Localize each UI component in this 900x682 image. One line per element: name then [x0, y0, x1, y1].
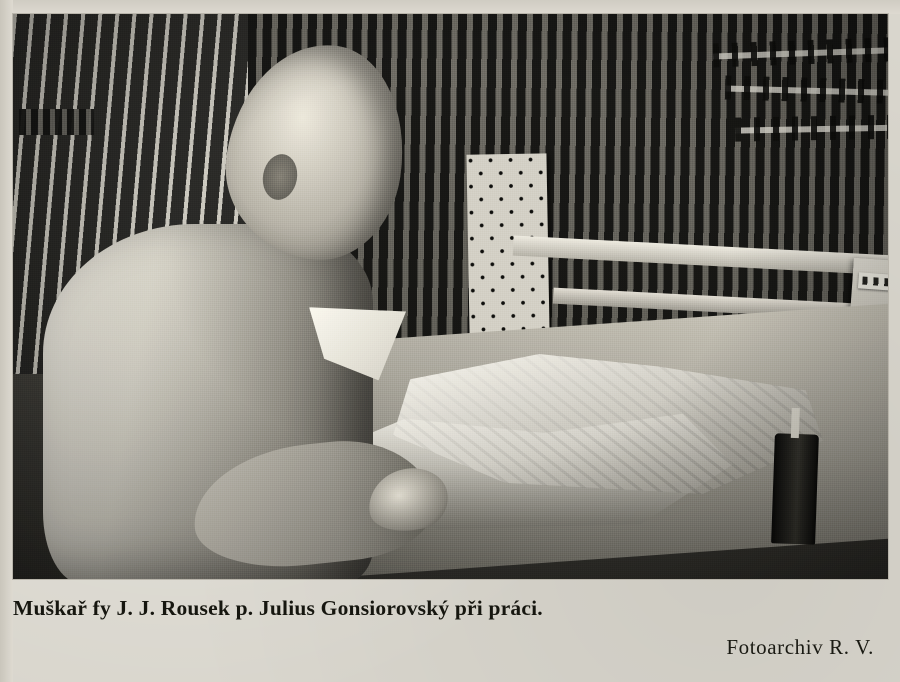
fly-tying-vice-icon [771, 433, 819, 544]
hanging-flies-icon-3 [735, 114, 888, 141]
page-edge-top [0, 0, 900, 14]
hanging-flies-icon-2 [725, 76, 888, 105]
page-edge-left [0, 0, 13, 682]
label-card [858, 272, 888, 292]
photo-credit: Fotoarchiv R. V. [726, 635, 874, 659]
caption-text: Muškař fy J. J. Rousek p. Julius Gonsiorovský při práci. [13, 596, 543, 620]
rod-rack-band [19, 109, 94, 135]
photograph-image [13, 14, 888, 579]
caption [13, 596, 888, 660]
photograph [13, 14, 888, 579]
